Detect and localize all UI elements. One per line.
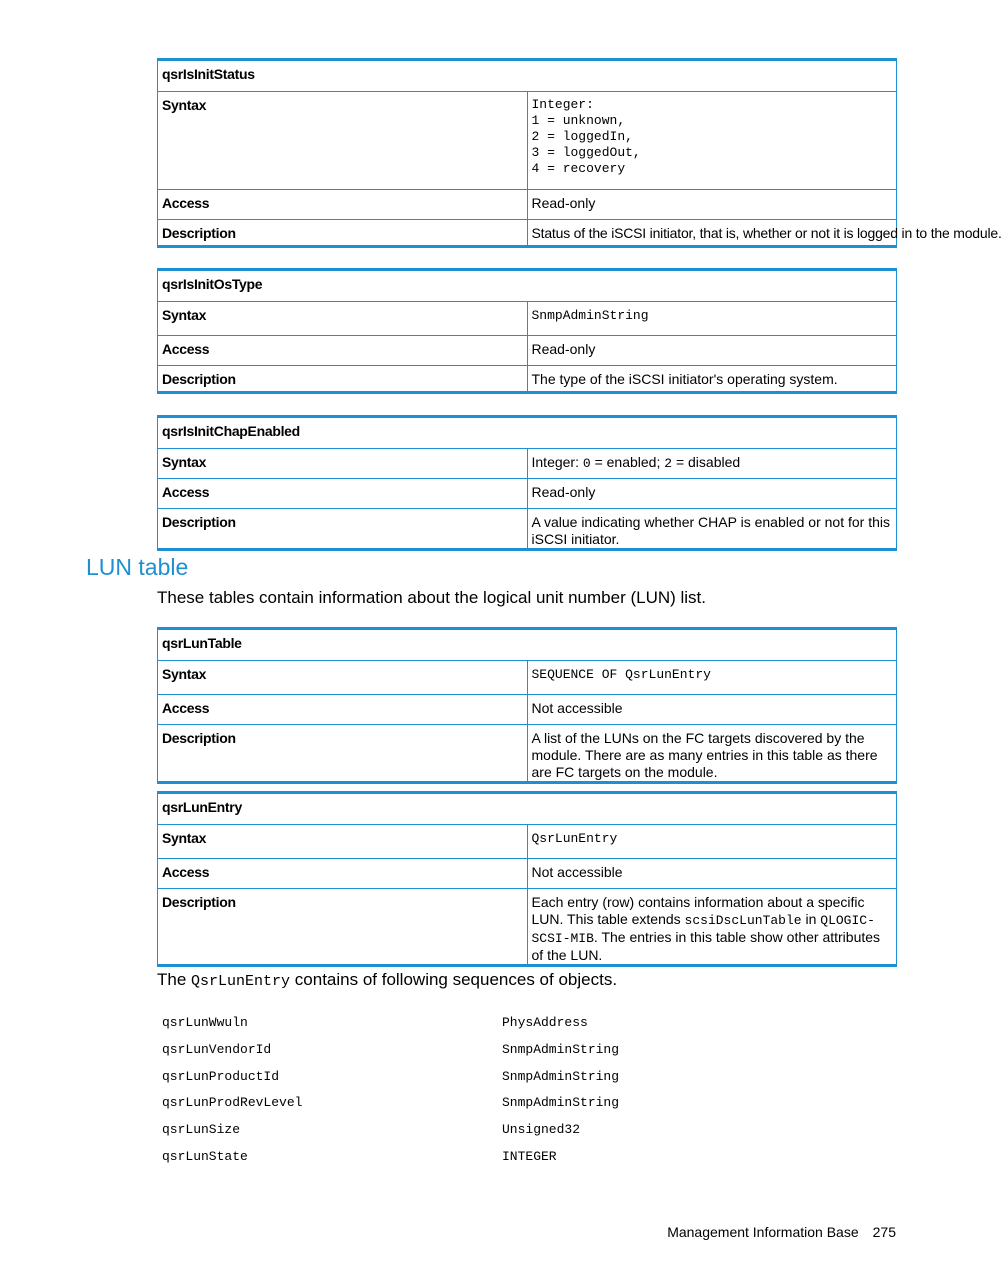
- object-list: [162, 1014, 662, 1175]
- description-code-mib: QLOGIC-SCSI-MIB: [531, 913, 875, 946]
- syntax-code-enabled: 0: [582, 456, 591, 471]
- list-item: [162, 1094, 662, 1121]
- description-value: [527, 889, 897, 966]
- description-value: A list of the LUNs on the FC targets discovered by the module. There are as many entries in this table as there are FC targets on the module.: [527, 725, 897, 783]
- access-value: Read-only: [527, 190, 897, 220]
- access-value: Not accessible: [527, 859, 897, 889]
- object-type: SnmpAdminString: [502, 1041, 620, 1057]
- object-name: qsrLunSize: [162, 1122, 241, 1138]
- footer-title: Management Information Base: [667, 1224, 859, 1240]
- object-name: qsrLunState: [162, 1148, 248, 1164]
- page-number: 275: [872, 1224, 896, 1240]
- sequence-prefix: The: [157, 970, 192, 989]
- description-text: in: [801, 911, 821, 927]
- object-name: qsrLunVendorId: [162, 1041, 272, 1057]
- description-label: Description: [158, 366, 528, 393]
- syntax-prefix: Integer:: [531, 454, 583, 470]
- description-label: Description: [158, 889, 528, 966]
- object-type: PhysAddress: [502, 1015, 588, 1030]
- access-value: Read-only: [527, 479, 897, 509]
- description-code-table: scsiDscLunTable: [684, 913, 802, 928]
- mib-table-init-status: [157, 58, 1002, 248]
- table-title: qsrLunEntry: [158, 793, 897, 825]
- table-title: qsrIsInitChapEnabled: [158, 417, 897, 449]
- description-label: Description: [158, 220, 528, 247]
- sequence-suffix: contains of following sequences of objects.: [290, 970, 618, 989]
- syntax-value: SnmpAdminString: [527, 302, 897, 336]
- sequence-sentence: [157, 969, 617, 993]
- list-item: [162, 1014, 662, 1041]
- list-item: [162, 1121, 662, 1148]
- syntax-value: QsrLunEntry: [527, 825, 897, 859]
- access-label: Access: [158, 695, 528, 725]
- description-value: A value indicating whether CHAP is enabled or not for this iSCSI initiator.: [527, 509, 897, 550]
- syntax-label: Syntax: [158, 92, 528, 190]
- page-footer: [667, 1223, 896, 1241]
- sequence-code: QsrLunEntry: [191, 973, 291, 990]
- table-title: qsrIsInitOsType: [158, 270, 897, 302]
- mib-table-lun-table: [157, 627, 897, 784]
- list-item: [162, 1068, 662, 1095]
- mib-table-init-chap-enabled: [157, 415, 897, 551]
- object-type: INTEGER: [502, 1148, 557, 1164]
- description-label: Description: [158, 509, 528, 550]
- syntax-value: [527, 92, 897, 190]
- description-value: Status of the iSCSI initiator, that is, whether or not it is logged in to the module.: [527, 220, 897, 247]
- object-type: SnmpAdminString: [502, 1095, 620, 1111]
- list-item: [162, 1148, 662, 1175]
- access-label: Access: [158, 190, 528, 220]
- syntax-disabled-text: = disabled: [672, 454, 741, 470]
- list-item: [162, 1041, 662, 1068]
- object-name: qsrLunWwuln: [162, 1015, 248, 1030]
- syntax-value: SEQUENCE OF QsrLunEntry: [527, 661, 897, 695]
- access-label: Access: [158, 479, 528, 509]
- mib-table-lun-entry: [157, 791, 897, 967]
- syntax-code-disabled: 2: [664, 456, 673, 471]
- access-label: Access: [158, 859, 528, 889]
- syntax-value: [527, 449, 897, 479]
- description-value: The type of the iSCSI initiator's operating system.: [527, 366, 897, 393]
- table-title: qsrIsInitStatus: [158, 60, 897, 92]
- access-label: Access: [158, 336, 528, 366]
- description-text: . The entries in this table show other attributes of the LUN.: [531, 929, 881, 963]
- syntax-code: Integer: 1 = unknown, 2 = loggedIn, 3 = loggedOut, 4 = recovery: [531, 97, 641, 176]
- syntax-label: Syntax: [158, 302, 528, 336]
- syntax-enabled-text: = enabled;: [590, 454, 665, 470]
- table-title: qsrLunTable: [158, 629, 897, 661]
- object-name: qsrLunProdRevLevel: [162, 1095, 303, 1111]
- syntax-label: Syntax: [158, 661, 528, 695]
- object-name: qsrLunProductId: [162, 1068, 280, 1084]
- access-value: Not accessible: [527, 695, 897, 725]
- syntax-label: Syntax: [158, 449, 528, 479]
- object-type: Unsigned32: [502, 1122, 581, 1138]
- description-text: Each entry (row) contains information about a specific LUN. This table extends: [531, 894, 865, 927]
- object-type: SnmpAdminString: [502, 1068, 620, 1084]
- description-label: Description: [158, 725, 528, 783]
- syntax-label: Syntax: [158, 825, 528, 859]
- section-intro: These tables contain information about the logical unit number (LUN) list.: [157, 588, 707, 607]
- mib-table-init-os-type: [157, 268, 897, 394]
- access-value: Read-only: [527, 336, 897, 366]
- section-heading: LUN table: [86, 554, 189, 580]
